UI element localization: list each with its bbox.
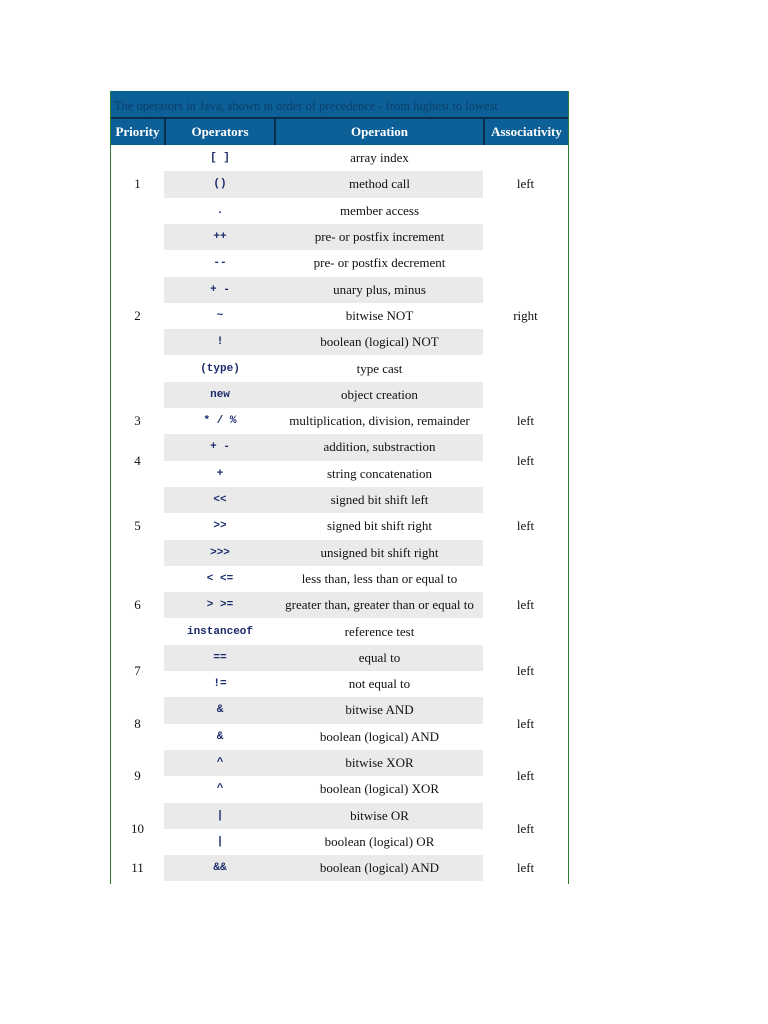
operation-cell: array index xyxy=(350,150,409,166)
priority-cell: 5 xyxy=(134,518,141,534)
priority-cell: 4 xyxy=(134,452,141,468)
priority-cell: 2 xyxy=(134,307,141,323)
operation-cell: bitwise NOT xyxy=(345,307,414,323)
associativity-cell: left xyxy=(516,597,535,613)
associativity-cell: left xyxy=(516,715,535,731)
operation-cell: unsigned bit shift right xyxy=(276,540,483,566)
priority-cell: 6 xyxy=(134,597,141,613)
operation-cell: bitwise OR xyxy=(276,803,483,829)
associativity-cell: left xyxy=(516,820,535,836)
associativity-cell: left xyxy=(516,768,535,784)
operation-cell: bitwise XOR xyxy=(276,750,483,776)
operation-cell: reference test xyxy=(344,623,415,639)
header-associativity: Associativity xyxy=(485,119,568,145)
priority-cell: 8 xyxy=(134,715,141,731)
operator-cell: + - xyxy=(164,277,276,303)
operation-cell: string concatenation xyxy=(326,465,433,481)
operator-cell: >>> xyxy=(164,540,276,566)
priority-cell: 9 xyxy=(134,768,141,784)
operator-cell: & xyxy=(216,730,224,743)
operator-cell: && xyxy=(164,855,276,881)
operator-cell: ++ xyxy=(164,224,276,250)
operation-cell: equal to xyxy=(276,645,483,671)
operation-cell: addition, substraction xyxy=(276,434,483,460)
operation-cell: method call xyxy=(276,171,483,197)
header-operators: Operators xyxy=(166,119,274,145)
priority-cell: 7 xyxy=(134,662,141,678)
associativity-cell: left xyxy=(516,452,535,468)
operator-cell: | xyxy=(216,835,224,848)
operation-cell: boolean (logical) OR xyxy=(324,833,435,849)
operator-cell: + - xyxy=(164,434,276,460)
operation-cell: less than, less than or equal to xyxy=(301,570,458,586)
associativity-cell: left xyxy=(516,176,535,192)
header-priority: Priority xyxy=(111,119,164,145)
operator-cell: ~ xyxy=(216,309,224,322)
associativity-cell: left xyxy=(516,413,535,429)
operation-cell: pre- or postfix increment xyxy=(276,224,483,250)
operation-cell: pre- or postfix decrement xyxy=(313,255,446,271)
operator-cell: * / % xyxy=(203,415,237,428)
associativity-cell: left xyxy=(516,518,535,534)
operation-cell: signed bit shift right xyxy=(326,518,433,534)
priority-cell: 10 xyxy=(131,820,144,836)
operation-cell: signed bit shift left xyxy=(276,487,483,513)
operation-cell: multiplication, division, remainder xyxy=(289,413,470,429)
operation-cell: member access xyxy=(339,202,420,218)
priority-cell: 1 xyxy=(134,176,141,192)
table-caption: The operators in Java, shown in order of precedence - from highest to lowest xyxy=(111,91,568,117)
operation-cell: bitwise AND xyxy=(276,697,483,723)
table-header-row xyxy=(111,117,568,147)
operation-cell: boolean (logical) AND xyxy=(319,728,440,744)
operator-cell: > >= xyxy=(164,592,276,618)
operation-cell: type cast xyxy=(356,360,403,376)
header-operation: Operation xyxy=(276,119,483,145)
operator-precedence-table xyxy=(110,91,569,884)
operator-cell: ! xyxy=(164,329,276,355)
operator-cell: << xyxy=(164,487,276,513)
operator-cell: (type) xyxy=(200,362,240,375)
operator-cell: ^ xyxy=(164,750,276,776)
operator-cell: () xyxy=(164,171,276,197)
operator-cell: ^ xyxy=(216,783,224,796)
operator-cell: < <= xyxy=(206,572,234,585)
operator-cell: == xyxy=(164,645,276,671)
operator-cell: instanceof xyxy=(186,625,253,638)
operation-cell: object creation xyxy=(276,382,483,408)
associativity-cell: right xyxy=(513,307,538,323)
priority-cell: 3 xyxy=(134,413,141,429)
operator-cell: >> xyxy=(213,520,227,533)
operator-cell: [ ] xyxy=(210,152,230,165)
operation-cell: boolean (logical) XOR xyxy=(319,781,440,797)
operator-cell: -- xyxy=(213,257,227,270)
operator-cell: & xyxy=(164,697,276,723)
operator-cell: new xyxy=(164,382,276,408)
operation-cell: not equal to xyxy=(348,676,411,692)
operator-cell: . xyxy=(216,204,224,217)
operation-cell: unary plus, minus xyxy=(276,277,483,303)
associativity-cell: left xyxy=(516,860,535,876)
operation-cell: boolean (logical) AND xyxy=(276,855,483,881)
operation-cell: greater than, greater than or equal to xyxy=(276,592,483,618)
priority-cell: 11 xyxy=(131,860,144,876)
operator-cell: + xyxy=(216,467,224,480)
operator-cell: | xyxy=(164,803,276,829)
associativity-cell: left xyxy=(516,662,535,678)
operation-cell: boolean (logical) NOT xyxy=(276,329,483,355)
operator-cell: != xyxy=(213,678,227,691)
